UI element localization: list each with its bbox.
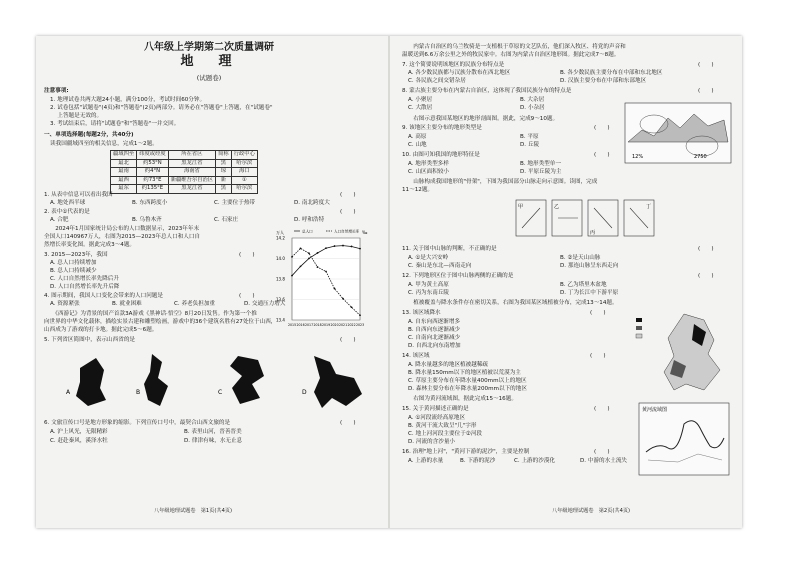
x-tick-label: 2020 — [330, 323, 339, 327]
table-header-row — [111, 151, 258, 160]
option: C. 山区面积较小 — [408, 169, 450, 175]
growth-rate-point — [300, 247, 302, 249]
map-title: 黄河流域图 — [642, 407, 668, 413]
vegetation-map — [634, 310, 730, 396]
answer-blank: ( ) — [239, 293, 255, 299]
note-line: 上答题是无效的。 — [50, 113, 103, 119]
option: D. 汉族主要分布在中部和东部地区 — [560, 78, 647, 84]
option: D. 森林主要分布在年降水量200mm以下的地区 — [408, 386, 527, 392]
page-footer: 八年级地理试题卷 第2页(共4页) — [552, 508, 631, 514]
growth-rate-point — [317, 266, 319, 268]
note-line: 2. 试卷包括"试题卷"(4页)和"答题卷"(2页)两部分。请务必在"答题卷"上答题，在"试题卷" — [50, 105, 273, 111]
option: B. 降水量150mm以下的地区植被以荒漠为主 — [408, 370, 521, 376]
territory-table — [110, 150, 258, 194]
table-cell: 黑龙江省 — [168, 185, 215, 194]
x-tick-label: 2017 — [305, 323, 314, 327]
option-label: D — [302, 389, 307, 396]
option: D. 交通压力增大 — [244, 301, 286, 307]
growth-rate-point — [325, 271, 327, 273]
option: D. 中游的水土流失 — [580, 458, 628, 464]
answer-blank: ( ) — [340, 209, 356, 215]
option: B. 下游的泥沙 — [460, 458, 496, 464]
intro-text: 《西游记》为背景的国产首款3A游戏《黑神话·悟空》8月20日发售。作为第一个推 — [44, 311, 257, 317]
table-header: 简称 — [216, 151, 232, 160]
intro-text: 山脉构成我国地形的"骨架"，下图为我国部分山脉走向示意图。读图，完成 — [402, 179, 598, 185]
note-line: 3. 考试结束后，请将"试题卷"和"答题卷"一并交回。 — [50, 121, 180, 127]
table-cell: 海南省 — [168, 168, 215, 177]
table-cell: 约53°N — [137, 159, 169, 168]
mountain-label: 甲 — [518, 204, 524, 210]
option: D. 丘陵 — [520, 142, 540, 148]
option: C. 地上河河段主要位于②河段 — [408, 431, 483, 437]
table-cell: 黑 — [216, 185, 232, 194]
note-line: 1. 地理试卷共两大题24小题，满分100分，考试时间60分钟。 — [50, 97, 206, 103]
x-tick-label: 2021 — [339, 323, 348, 327]
question-14: 14. 该区域 — [402, 353, 430, 359]
subtitle: (试题卷) — [196, 74, 222, 82]
x-tick-label: 2019 — [322, 323, 331, 327]
option: A. 地形类型多样 — [408, 161, 449, 167]
intro-text: 全国人口140967万人，右图为2015—2023年总人口和人口自 — [44, 234, 201, 240]
x-tick-label: 2022 — [347, 323, 356, 327]
legend-label: 总人口 — [302, 229, 313, 234]
option: A. 自东向西逐渐增多 — [408, 319, 461, 325]
option: D. 自西北向东南增加 — [408, 343, 461, 349]
population-point — [351, 246, 353, 248]
option: B. 乙为塔里木盆地 — [560, 282, 607, 288]
answer-blank: ( ) — [698, 88, 714, 94]
answer-blank: ( ) — [594, 125, 610, 131]
option: B. 就业困难 — [112, 301, 142, 307]
intro-text: 内蒙古自治区的乌兰牧骑是一支植根于草原的文艺队伍，他们深入牧区、将党的声音和 — [402, 44, 626, 50]
table-cell: 新 — [216, 176, 232, 185]
growth-rate-point — [308, 252, 310, 254]
table-cell: ① — [231, 176, 257, 185]
table-cell: 最西 — [111, 176, 137, 185]
option: D. 南北跨度大 — [294, 200, 330, 206]
question-12: 12. 下列地形区位于图中山脉两侧的正确的是 — [402, 273, 514, 279]
question-11: 11. 关于图中山脉的判断，不正确的是 — [402, 246, 497, 252]
intro-text: 右图示意我国某地区的地形剖面图。据此，完成9～10题。 — [402, 116, 559, 122]
population-point — [308, 257, 310, 259]
intro-text: 山西成为了游戏的打卡地。据此完成5～6题。 — [44, 327, 158, 333]
question-6: 6. 文旅宣传口号是地方形象的缩影。下列宣传口号中，最契合山西文旅的是 — [44, 420, 231, 426]
question-2: 2. 表中①代表的是 — [44, 209, 90, 215]
table-row — [111, 176, 258, 185]
mountain-label: 乙 — [554, 204, 560, 210]
growth-rate-point — [351, 306, 353, 308]
intro-text: 右图为黄河流域图，据此完成15～16题。 — [402, 396, 517, 402]
intro-text: 向世界的中华文化载体，描绘实景古建和雕塑绘画，游戏中的36个建筑名胜有27处位于山西， — [44, 319, 277, 325]
table-cell: 约4°N — [137, 168, 169, 177]
table-cell: 约73°E — [137, 176, 169, 185]
population-point — [325, 247, 327, 249]
table-cell: 约135°E — [137, 185, 169, 194]
y-tick-label: 14.0 — [276, 256, 285, 261]
option: A. 降水量越多的地区植被越稀疏 — [408, 362, 489, 368]
x-tick-label: 2016 — [296, 323, 305, 327]
table-header: 疆域四至 — [111, 151, 137, 160]
table-row — [111, 168, 258, 177]
question-10: 10. 由图可知我国的地形特征是 — [402, 152, 480, 158]
option: B. 大杂居 — [520, 97, 545, 103]
answer-blank: ( ) — [239, 252, 255, 258]
option: C. 养老负担加重 — [174, 301, 216, 307]
answer-blank: ( ) — [698, 62, 714, 68]
intro-text: 11～12题。 — [402, 187, 434, 193]
table-cell: 黑龙江省 — [168, 159, 215, 168]
table-row — [111, 185, 258, 194]
question-13: 13. 该区域降水 — [402, 310, 441, 316]
option: C. 上游的沙漠化 — [514, 458, 556, 464]
question-15: 15. 关于黄河描述正确的是 — [402, 406, 469, 412]
mountain-diagram — [512, 198, 662, 242]
option: D. 小杂居 — [520, 105, 545, 111]
table-cell: 最北 — [111, 159, 137, 168]
left-page — [44, 42, 374, 524]
option: C. 各民族之间交错杂居 — [408, 78, 466, 84]
option: A. 各少数民族都与汉族分散布在西北地区 — [408, 70, 511, 76]
option: A. 地处西半球 — [50, 200, 86, 206]
exam-title: 八年级上学期第二次质量调研 — [144, 42, 274, 53]
option: D. 人口自然增长率先升后降 — [50, 284, 120, 290]
y-tick-label: 13.8 — [276, 276, 285, 282]
answer-blank: ( ) — [340, 420, 356, 426]
question-7: 7. 这个简要说明该地区的民族分布特点是 — [402, 62, 505, 68]
option: C. 自南向北逐渐减少 — [408, 335, 461, 341]
answer-blank: ( ) — [698, 273, 714, 279]
option: B. 各少数民族主要分布在中部和东北地区 — [560, 70, 663, 76]
intro-text: 植被覆盖与降水条件存在密切关系，右图为我国某区域植被分布，完成13～14题。 — [402, 300, 618, 306]
table-cell: 最南 — [111, 168, 137, 177]
population-point — [317, 252, 319, 254]
table-cell: 新疆维吾尔自治区 — [168, 176, 215, 185]
table-cell: 哈尔滨 — [231, 159, 257, 168]
option: C. 草原主要分布在年降水量400mm以上的地区 — [408, 378, 527, 384]
option: A. 沪上风光，无限精彩 — [50, 429, 108, 435]
option: B. 乌鲁木齐 — [132, 217, 162, 223]
growth-rate-point — [291, 256, 293, 258]
y-axis-label: ‰ — [362, 230, 368, 235]
option: B. 总人口持续减少 — [50, 268, 97, 274]
table-header: 纬度或经度 — [137, 151, 169, 160]
table-header: 所在省区 — [168, 151, 215, 160]
y-tick-label: 14.2 — [276, 235, 285, 241]
population-chart — [274, 224, 374, 336]
growth-rate-point — [359, 314, 361, 316]
answer-blank: ( ) — [590, 310, 606, 316]
option: D. 河流的含沙量小 — [408, 439, 456, 445]
option: B. 黄河干流大致呈"几"字形 — [408, 423, 477, 429]
option: A. 总人口持续增加 — [50, 260, 97, 266]
mountain-label: 丙 — [590, 230, 596, 236]
table-cell: 最东 — [111, 185, 137, 194]
option: D. 律津有味，水无止息 — [184, 438, 243, 444]
table-row — [111, 159, 258, 168]
option: D. 平原丘陵为主 — [520, 169, 562, 175]
profile-label: 2750 — [694, 154, 707, 160]
population-point — [359, 248, 361, 250]
population-point — [334, 245, 336, 247]
question-9: 9. 该地区主要分布的地形类型是 — [402, 125, 482, 131]
intro-text: 然增长率变化图。据此完成3～4题。 — [44, 242, 136, 248]
answer-blank: ( ) — [698, 246, 714, 252]
option: B. 自西向东逐渐减少 — [408, 327, 461, 333]
question-8: 8. 蒙古族主要分布在内蒙古自治区，这体现了我国民族分布的特点是 — [402, 88, 572, 94]
question-3: 3. 2015—2023年，我国 — [44, 252, 108, 258]
province-outlines — [52, 348, 372, 416]
province-shape-c — [230, 356, 264, 404]
exam-sheet — [36, 36, 742, 528]
option: A. 甲为黄土高原 — [408, 282, 449, 288]
province-shape-a — [76, 358, 106, 406]
option: C. 山地 — [408, 142, 427, 148]
table-header: 行政中心 — [231, 151, 257, 160]
answer-blank: ( ) — [594, 449, 610, 455]
profile-label: 12% — [632, 154, 644, 160]
province-shape-d — [314, 356, 362, 408]
y-axis-label: 万人 — [276, 230, 284, 235]
option: C. 赶赴秦风，溪泽水牡 — [50, 438, 108, 444]
growth-rate-point — [342, 298, 344, 300]
province-shape-b — [144, 354, 168, 406]
question-4: 4. 图示期间，我国人口变化会带来的人口问题是 — [44, 293, 163, 299]
option: B. 地形类型单一 — [520, 161, 561, 167]
option: C. 主要位于热带 — [214, 200, 256, 206]
table-cell: 海口 — [231, 168, 257, 177]
x-tick-label: 2023 — [356, 323, 365, 327]
population-point — [300, 265, 302, 267]
mountain-label: 丁 — [646, 204, 652, 210]
population-point — [291, 275, 293, 277]
option: C. 人口自然增长率先降后升 — [50, 276, 119, 282]
option: C. 丙为东南丘陵 — [408, 290, 450, 296]
option: B. 东西跨度小 — [132, 200, 168, 206]
x-tick-label: 2018 — [313, 323, 322, 327]
option: A. 上游的水量 — [408, 458, 444, 464]
option: A. 高原 — [408, 134, 427, 140]
table-cell: 黑 — [216, 159, 232, 168]
legend-label: 人口自然增长率 — [334, 229, 360, 234]
option: A. 资源紧张 — [50, 301, 80, 307]
y-tick-label: 13.6 — [276, 297, 285, 302]
answer-blank: ( ) — [594, 152, 610, 158]
terrain-profile-map — [624, 102, 732, 164]
population-point — [342, 245, 344, 247]
question-5: 5. 下列省区简图中，表示山西省的是 — [44, 337, 136, 343]
option: C. 秦山是东北—西南走向 — [408, 263, 472, 269]
section-title: 一、单项选择题(每题2分，共40分) — [44, 132, 134, 138]
option: C. 大散居 — [408, 105, 433, 111]
option: D. 呼和浩特 — [294, 217, 325, 223]
option: C. 石家庄 — [214, 217, 239, 223]
option-label: B — [136, 389, 141, 396]
y-tick-label: 13.4 — [276, 317, 285, 323]
answer-blank: ( ) — [340, 337, 356, 343]
option-label: C — [218, 389, 223, 396]
option: B. ②是天山山脉 — [560, 255, 601, 261]
table-cell: 哈尔滨 — [231, 185, 257, 194]
option: A. 小聚居 — [408, 97, 433, 103]
notes-title: 注意事项: — [44, 88, 69, 94]
page-fold — [388, 36, 390, 528]
right-page — [402, 42, 732, 524]
intro-text: 2024年1月国家统计局公布的人口数据显示，2023年年末 — [44, 226, 200, 232]
answer-blank: ( ) — [594, 406, 610, 412]
question-16: 16. 治理"地上河"，"黄河下游的泥沙"，主要是控制 — [402, 449, 530, 455]
yellow-river-map — [638, 402, 730, 476]
intro-text: 读我国疆域四至的相关信息，完成1～2题。 — [50, 141, 158, 147]
option: B. 平原 — [520, 134, 539, 140]
option: A. 合肥 — [50, 217, 69, 223]
page-footer: 八年级地理试题卷 第1页(共4页) — [154, 508, 233, 514]
option: A. ①河段流经高原地区 — [408, 415, 466, 421]
growth-rate-point — [334, 288, 336, 290]
option: D. 那连山脉呈东西走向 — [560, 263, 619, 269]
answer-blank: ( ) — [340, 192, 356, 198]
option-label: A — [66, 389, 71, 396]
answer-blank: ( ) — [590, 353, 606, 359]
option: A. ①是大兴安岭 — [408, 255, 449, 261]
option: D. 丁为长江中下游平原 — [560, 290, 619, 296]
option: B. 表里山河，晋善晋美 — [184, 429, 242, 435]
subject-title: 地 理 — [180, 54, 238, 69]
intro-text: 温暖送到6.6万余公里之外的牧民家中。右图为内蒙古自治区地形图。据此完成7～8题。 — [402, 52, 620, 58]
question-1: 1. 从表中信息可以看出我国 — [44, 192, 113, 198]
table-cell: 琼 — [216, 168, 232, 177]
x-tick-label: 2015 — [288, 323, 297, 327]
